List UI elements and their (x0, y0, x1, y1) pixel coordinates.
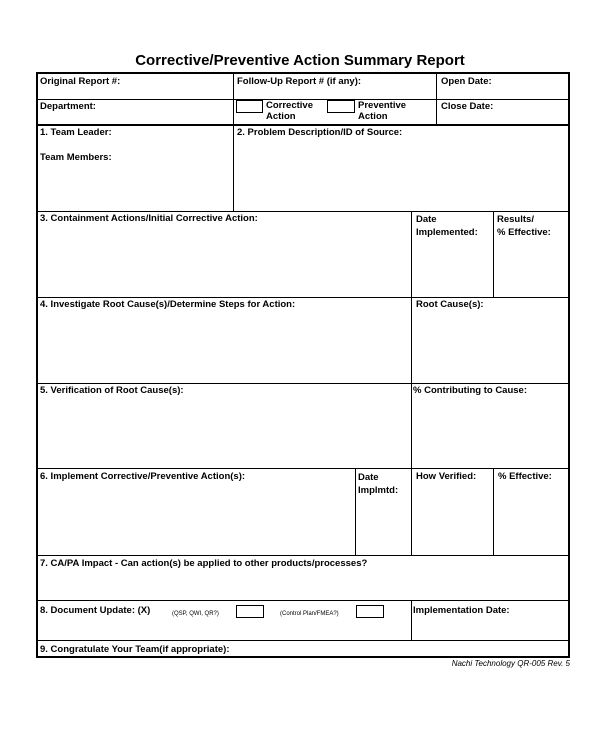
investigate-root-cause-label: 4. Investigate Root Cause(s)/Determine Steps for Action: (40, 299, 296, 310)
divider (355, 468, 356, 556)
divider (436, 73, 437, 125)
control-plan-update-checkbox[interactable] (356, 605, 384, 618)
divider (37, 468, 569, 469)
preventive-action-label: Preventive Action (358, 100, 407, 122)
team-members-label: Team Members: (40, 152, 112, 163)
corrective-action-label: Corrective Action (266, 100, 313, 122)
divider (37, 211, 569, 212)
divider (233, 73, 234, 212)
congratulate-team-label: 9. Congratulate Your Team(if appropriate): (40, 644, 230, 655)
document-update-note-control-plan: (Control Plan/FMEA?) (280, 611, 339, 617)
divider (37, 600, 569, 601)
divider (493, 468, 494, 556)
divider (37, 640, 569, 641)
root-causes-label: Root Cause(s): (416, 299, 484, 310)
team-leader-label: 1. Team Leader: (40, 127, 112, 138)
divider (411, 211, 412, 469)
divider (37, 383, 569, 384)
implement-actions-label: 6. Implement Corrective/Preventive Action(s): (40, 471, 246, 482)
date-implemented-label: Date Implemented: (416, 214, 478, 238)
divider (37, 555, 569, 556)
close-date-label: Close Date: (441, 101, 494, 112)
document-update-label: 8. Document Update: (X) (40, 605, 151, 616)
capa-impact-label: 7. CA/PA Impact - Can action(s) be applied to other products/processes? (40, 558, 368, 569)
original-report-label: Original Report #: (40, 76, 121, 87)
verification-label: 5. Verification of Root Cause(s): (40, 385, 184, 396)
form-footer: Nachi Technology QR-005 Rev. 5 (451, 659, 570, 668)
how-verified-label: How Verified: (416, 471, 477, 482)
pct-contributing-label: % Contributing to Cause: (413, 385, 527, 396)
preventive-action-checkbox[interactable] (327, 100, 355, 113)
divider (411, 468, 412, 556)
divider (37, 297, 569, 298)
containment-actions-label: 3. Containment Actions/Initial Corrective Action: (40, 213, 258, 224)
implementation-date-label: Implementation Date: (413, 605, 510, 616)
divider (493, 211, 494, 298)
results-effective-label: Results/ % Effective: (497, 214, 551, 238)
report-form (36, 72, 570, 658)
open-date-label: Open Date: (441, 76, 492, 87)
department-label: Department: (40, 101, 96, 112)
corrective-action-checkbox[interactable] (236, 100, 263, 113)
document-update-note-qsp: (QSP, QWI, QR?) (172, 611, 219, 617)
divider (411, 600, 412, 641)
pct-effective-label: % Effective: (498, 471, 552, 482)
date-implmtd-label: Date Implmtd: (358, 472, 399, 496)
divider (37, 124, 569, 126)
page-title: Corrective/Preventive Action Summary Report (135, 52, 465, 69)
qsp-update-checkbox[interactable] (236, 605, 264, 618)
follow-up-report-label: Follow-Up Report # (if any): (237, 76, 362, 87)
problem-description-label: 2. Problem Description/ID of Source: (237, 127, 403, 138)
